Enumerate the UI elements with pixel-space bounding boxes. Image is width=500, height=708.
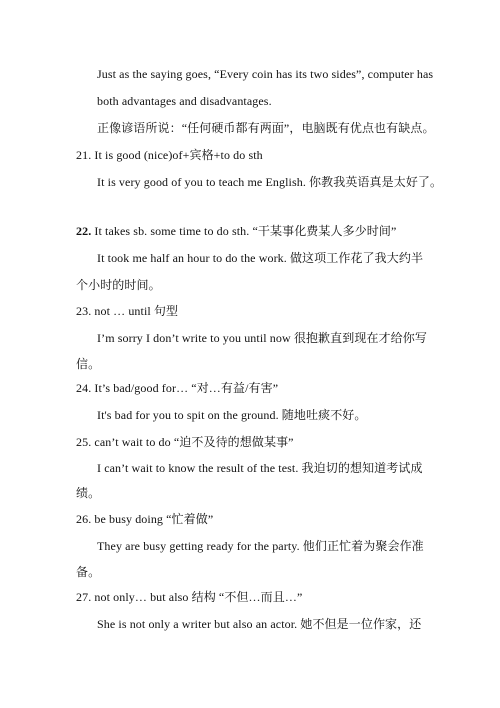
paragraph-line-1: Just as the saying goes, “Every coin has its two sides”, computer has <box>97 67 434 81</box>
item-26-example-line-1: They are busy getting ready for the party. 他们正忙着为聚会作准 <box>97 539 424 553</box>
item-23-heading: 23. not … until 句型 <box>76 304 179 318</box>
paragraph-line-3: 正像谚语所说：“任何硬币都有两面”，电脑既有优点也有缺点。 <box>97 121 435 135</box>
item-22-heading-text: It takes sb. some time to do sth. “干某事化费某人多少时间” <box>91 224 397 238</box>
item-27-heading: 27. not only… but also 结构 “不但…而且…” <box>76 590 303 604</box>
item-22-heading <box>76 223 396 239</box>
item-21-heading: 21. It is good (nice)of+宾格+to do sth <box>76 148 263 162</box>
item-22-number: 22. <box>76 224 92 238</box>
item-27-example: She is not only a writer but also an actor. 她不但是一位作家，还 <box>97 617 422 631</box>
item-23-example-line-2: 信。 <box>76 357 101 371</box>
item-26-example-line-2: 备。 <box>76 565 101 579</box>
item-25-example-line-1: I can’t wait to know the result of the test. 我迫切的想知道考试成 <box>97 461 423 475</box>
item-26-heading: 26. be busy doing “忙着做” <box>76 512 214 526</box>
item-25-heading: 25. can’t wait to do “迫不及待的想做某事” <box>76 435 294 449</box>
paragraph-line-2: both advantages and disadvantages. <box>97 94 272 108</box>
item-24-example: It's bad for you to spit on the ground. 随地吐痰不好。 <box>97 408 367 422</box>
item-22-example-line-2: 个小时的时间。 <box>76 278 161 292</box>
item-22-example-line-1: It took me half an hour to do the work. 做这项工作花了我大约半 <box>97 251 424 265</box>
item-21-example: It is very good of you to teach me English. 你教我英语真是太好了。 <box>97 175 443 189</box>
item-25-example-line-2: 绩。 <box>76 486 101 500</box>
item-23-example-line-1: I’m sorry I don’t write to you until now 很抱歉直到现在才给你写 <box>97 331 427 345</box>
item-24-heading: 24. It’s bad/good for… “对…有益/有害” <box>76 381 279 395</box>
